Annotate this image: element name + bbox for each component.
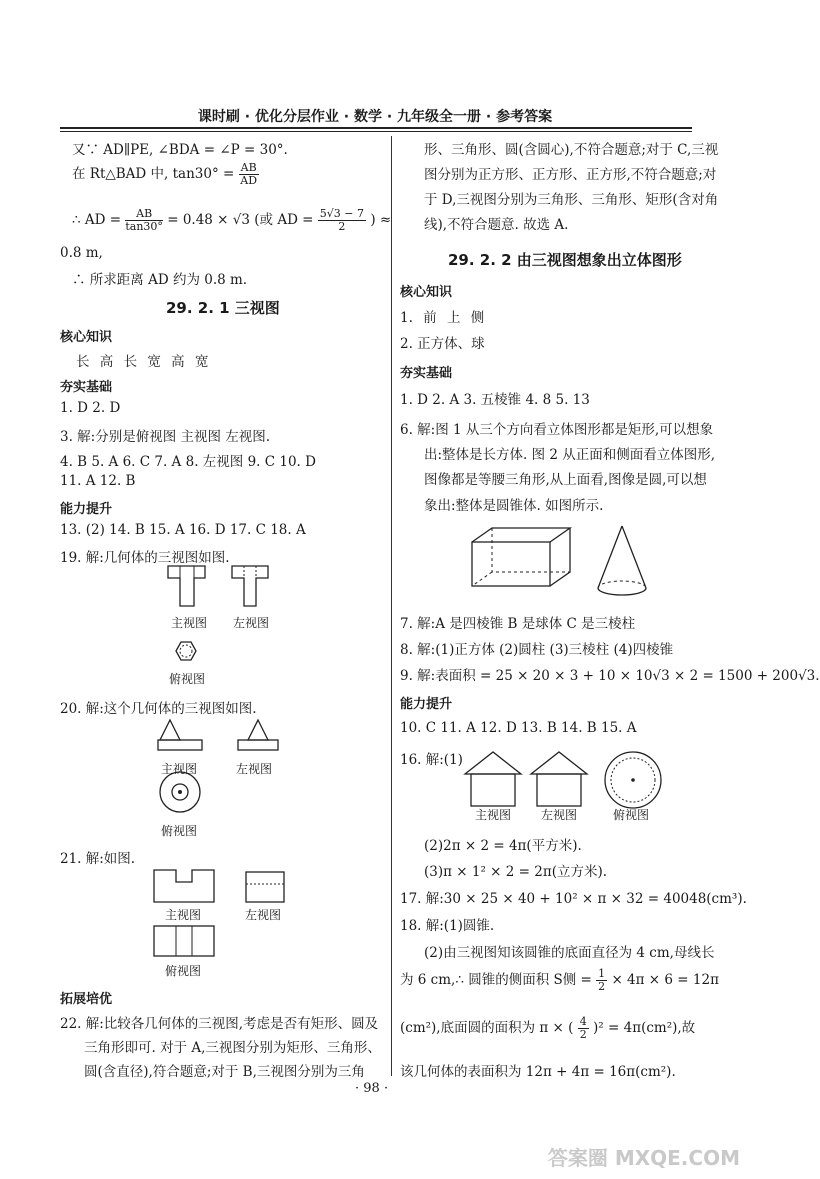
line: 9. 解:表面积 = 25 × 20 × 3 + 10 × 10√3 × 2 = 1500 + 200√3.: [400, 668, 820, 684]
center-dot: [178, 790, 182, 794]
caption: 俯视图: [165, 964, 202, 978]
denominator: 2: [598, 980, 606, 993]
line: 形、三角形、圆(含圆心),不符合题意;对于 C,三视: [424, 142, 719, 158]
text: 在 Rt△BAD 中, tan30° =: [72, 166, 235, 182]
fraction: [239, 162, 259, 187]
caption: 主视图: [475, 808, 512, 822]
fraction: [578, 1016, 589, 1041]
text: )² = 4π(cm²),故: [593, 1020, 696, 1036]
roof-triangle: [531, 752, 587, 774]
section-heading: 核心知识: [400, 285, 453, 300]
side-view-rect: [246, 872, 284, 902]
line: 该几何体的表面积为 12π + 4π = 16π(cm²).: [400, 1064, 676, 1080]
line: 象出:整体是圆锥体. 如图所示.: [424, 498, 604, 514]
line: 19. 解:几何体的三视图如图.: [60, 550, 230, 566]
page-header: 课时刷 · 优化分层作业 · 数学 · 九年级全一册 · 参考答案: [197, 109, 553, 125]
section-heading: 能力提升: [60, 502, 113, 517]
top-view-rect: [154, 926, 214, 956]
column-divider: [391, 136, 392, 1076]
line: 三角形即可. 对于 A,三视图分别为矩形、三角形、: [84, 1040, 381, 1056]
cuboid-front: [472, 542, 550, 586]
figure-6: [470, 526, 660, 606]
header-rule-thin: [60, 131, 692, 132]
line: 11. A 12. B: [60, 473, 136, 489]
page-number: · 98 ·: [355, 1081, 389, 1096]
front-view-shape: [168, 566, 205, 606]
line: 线),不符合题意. 故选 A.: [424, 217, 569, 233]
numerator: AB: [125, 208, 163, 221]
line: 13. (2) 14. B 15. A 16. D 17. C 18. A: [60, 522, 306, 538]
side-view-shape: [232, 566, 268, 606]
fraction: [125, 208, 163, 233]
hidden-edge: [472, 572, 492, 586]
text: 为 6 cm,∴ 圆锥的侧面积 S侧 =: [400, 972, 592, 988]
denominator: 2: [579, 1028, 587, 1041]
roof-triangle: [465, 752, 521, 774]
wall-rect: [537, 774, 581, 806]
top-view-circle: [180, 645, 192, 657]
numerator: 5√3 − 7: [319, 207, 365, 220]
numerator: AB: [240, 161, 257, 174]
line: 0.8 m,: [60, 245, 103, 261]
triangle: [248, 720, 268, 740]
text: ) ≈: [370, 212, 392, 228]
line: [400, 968, 719, 993]
header-rule: [60, 127, 692, 129]
center-dot: [631, 778, 635, 782]
line: 8. 解:(1)正方体 (2)圆柱 (3)三棱柱 (4)四棱锥: [400, 642, 674, 658]
cone-side: [598, 526, 622, 588]
line: [72, 208, 391, 233]
base-rect: [158, 740, 202, 750]
line: 22. 解:比较各几何体的三视图,考虑是否有矩形、圆及: [60, 1016, 379, 1032]
caption: 俯视图: [169, 672, 206, 686]
hidden-edges: [492, 528, 570, 572]
fraction: [596, 968, 607, 993]
wall-rect: [471, 774, 515, 806]
line: 6. 解:图 1 从三个方向看立体图形都是矩形,可以想象: [400, 422, 714, 438]
caption: 俯视图: [613, 808, 650, 822]
line: 17. 解:30 × 25 × 40 + 10² × π × 32 = 40048(cm³).: [400, 891, 747, 907]
caption: 左视图: [236, 762, 273, 776]
caption: 左视图: [233, 616, 270, 630]
caption: 左视图: [245, 908, 282, 922]
section-title: 29. 2. 1 三视图: [166, 299, 280, 317]
front-view-shape: [154, 870, 214, 902]
cone-base-back: [598, 581, 646, 588]
section-heading: 夯实基础: [400, 366, 453, 381]
line: 18. 解:(1)圆锥.: [400, 918, 495, 934]
line: 又∵ AD∥PE, ∠BDA = ∠P = 30°.: [72, 142, 288, 158]
line: 1. D 2. D: [60, 400, 121, 416]
line: 出:整体是长方体. 图 2 从正面和侧面看立体图形,: [424, 447, 716, 463]
line: 2. 正方体、球: [400, 336, 485, 352]
caption: 俯视图: [161, 824, 198, 838]
caption: 主视图: [161, 762, 198, 776]
cuboid-top: [472, 528, 570, 542]
cone-side: [622, 526, 646, 588]
line: [72, 162, 259, 187]
line: 21. 解:如图.: [60, 851, 136, 867]
caption: 左视图: [541, 808, 578, 822]
line: 16. 解:(1): [400, 752, 463, 768]
watermark: 答案圈 MXQE.COM: [547, 1146, 740, 1170]
caption: 主视图: [165, 908, 202, 922]
section-heading: 拓展培优: [60, 992, 113, 1007]
line: 图像都是等腰三角形,从上面看,图像是圆,可以想: [424, 472, 707, 488]
text: (cm²),底面圆的面积为 π × (: [400, 1020, 574, 1036]
cuboid-side: [550, 528, 570, 586]
section-title: 29. 2. 2 由三视图想象出立体图形: [448, 251, 682, 269]
denominator: tan30°: [125, 220, 163, 233]
line: [400, 1016, 695, 1041]
line: 20. 解:这个几何体的三视图如图.: [60, 701, 257, 717]
line: ∴ 所求距离 AD 约为 0.8 m.: [72, 272, 248, 288]
line: 10. C 11. A 12. D 13. B 14. B 15. A: [400, 720, 637, 736]
caption: 主视图: [171, 616, 208, 630]
line: (2)2π × 2 = 4π(平方米).: [424, 838, 582, 854]
text: × 4π × 6 = 12π: [611, 972, 719, 988]
line: (2)由三视图知该圆锥的底面直径为 4 cm,母线长: [424, 945, 715, 961]
section-heading: 能力提升: [400, 697, 453, 712]
section-heading: 核心知识: [60, 330, 113, 345]
line: 于 D,三视图分别为三角形、三角形、矩形(含对角: [424, 192, 719, 208]
text: ∴ AD =: [72, 212, 122, 228]
cone-base-front: [598, 588, 646, 595]
numerator: 1: [598, 967, 606, 980]
fraction: [318, 208, 366, 233]
line: 3. 解:分别是俯视图 主视图 左视图.: [60, 429, 271, 445]
line: (3)π × 1² × 2 = 2π(立方米).: [424, 864, 608, 880]
line: 圆(含直径),符合题意;对于 B,三视图分别为三角: [84, 1064, 365, 1080]
text: = 0.48 × √3 (或 AD =: [167, 212, 314, 228]
base-rect: [238, 740, 278, 750]
numerator: 4: [579, 1015, 587, 1028]
denominator: 2: [338, 220, 346, 233]
line: 图分别为正方形、正方形、正方形,不符合题意;对: [424, 167, 717, 183]
triangle: [160, 720, 180, 740]
line: 4. B 5. A 6. C 7. A 8. 左视图 9. C 10. D: [60, 454, 316, 470]
denominator: AD: [240, 174, 258, 187]
section-heading: 夯实基础: [60, 380, 113, 395]
line: 长 高 长 宽 高 宽: [76, 354, 209, 370]
line: 1. D 2. A 3. 五棱锥 4. 8 5. 13: [400, 392, 590, 408]
line: 7. 解:A 是四棱锥 B 是球体 C 是三棱柱: [400, 616, 636, 632]
line: 1. 前 上 侧: [400, 310, 485, 326]
